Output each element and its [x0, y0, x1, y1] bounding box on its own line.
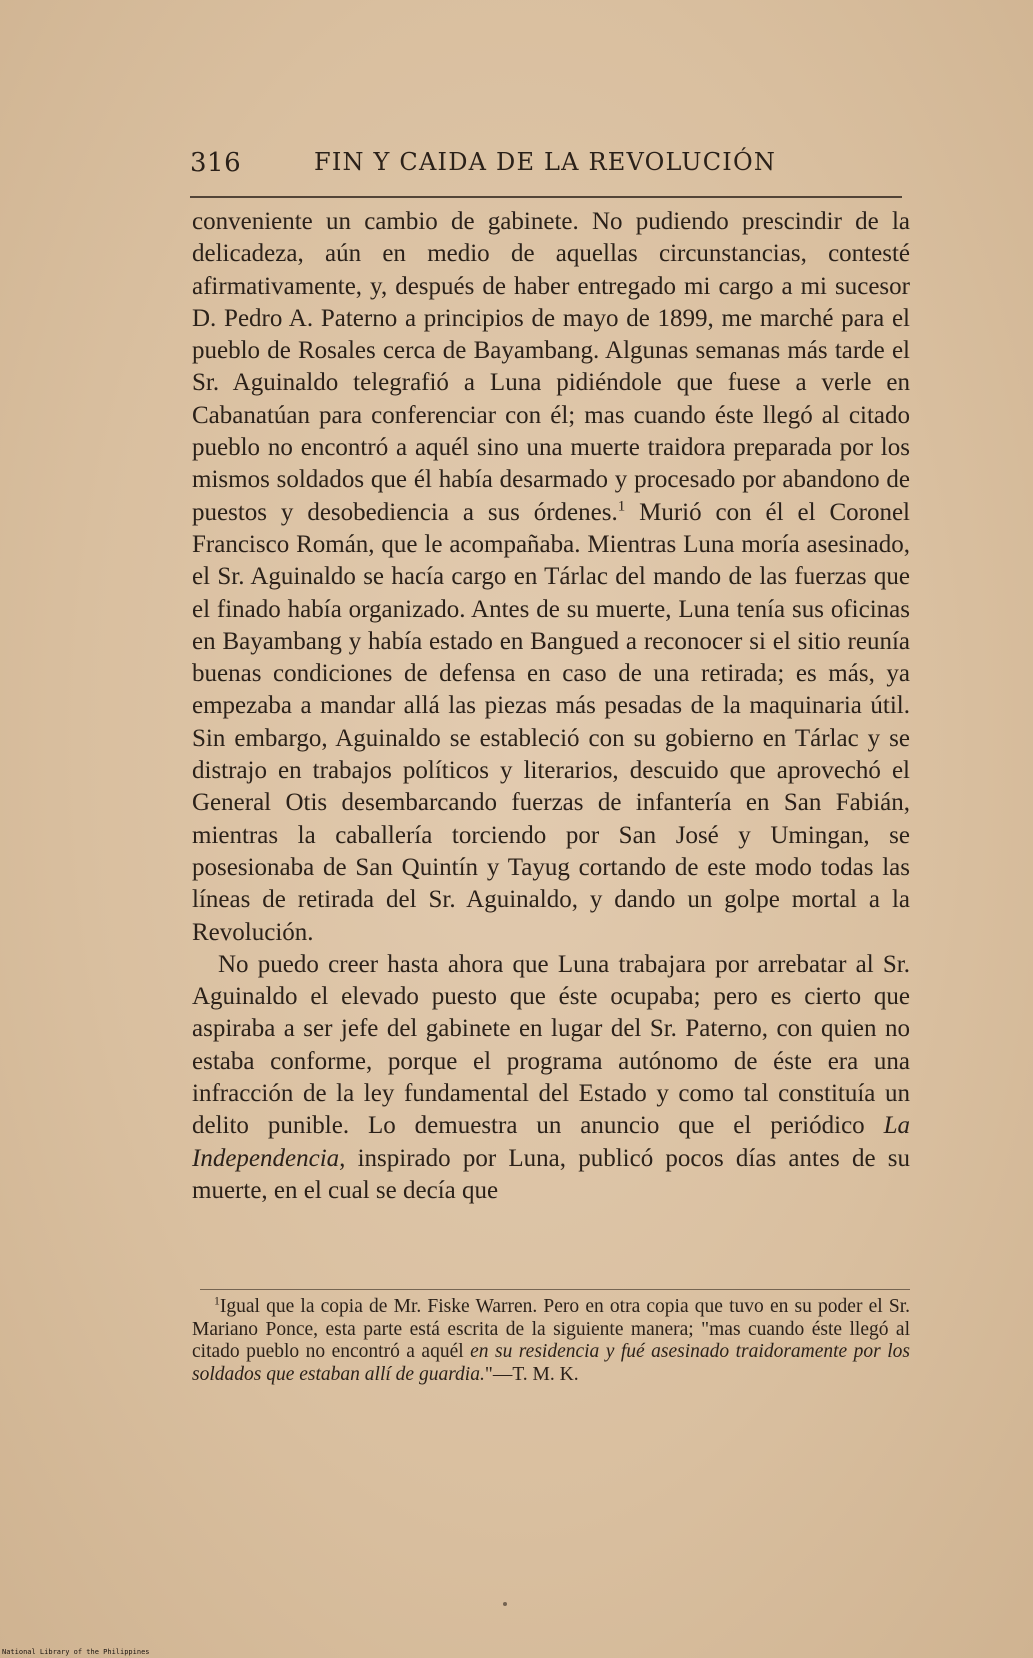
paragraph-1-text-b: Murió con él el Coronel Francisco Román, que le acompañaba. Mientras Luna moría asesinado, el Sr. Aguinaldo se hacía cargo en Tárlac del mando de las fuerzas que el finado había organizado. Antes de su muerte, Luna tenía sus oficinas en Bayambang y había estado en Bangued a reconocer si el sitio reunía buenas condiciones de defensa en caso de una retirada; es más, ya empezaba a mandar allá las piezas más pesadas de la maquinaria útil. Sin embargo, Aguinaldo se estableció con su gobierno en Tárlac y se distrajo en trabajos políticos y literarios, descuido que aprovechó el General Otis desembarcando fuerzas de infantería en San Fabián, mientras la caballería torciendo por San José y Umingan, se posesionaba de San Quintín y Tayug cortando de este modo todas las líneas de retirada del Sr. Aguinaldo, y dando un golpe mortal a la Revolución. [192, 498, 910, 946]
paragraph-2 [192, 949, 910, 1207]
footnote-marker: 1 [214, 1294, 220, 1308]
paragraph-1-text-a: conveniente un cambio de gabinete. No pudiendo prescindir de la delicadeza, aún en medio de aquellas circunstancias, contesté afirmativamente, y, después de haber entregado mi cargo a mi sucesor D. Pedro A. Paterno a principios de mayo de 1899, me marché para el pueblo de Rosales cerca de Bayambang. Algunas semanas más tarde el Sr. Aguinaldo telegrafió a Luna pidiéndole que fuese a verle en Cabanatúan para conferenciar con él; mas cuando éste llegó al citado pueblo no encontró a aquél sino una muerte traidora preparada por los mismos soldados que él había desarmado y procesado por abandono de puestos y desobediencia a sus órdenes. [192, 208, 910, 526]
paragraph-2-text-a: No puedo creer hasta ahora que Luna trabajara por arrebatar al Sr. Aguinaldo el elevado puesto que éste ocupaba; pero es cierto que aspiraba a ser jefe del gabinete en lugar del Sr. Paterno, con quien no estaba conforme, porque el programa autónomo de éste era una infracción de la ley fundamental del Estado y como tal constituía un delito punible. Lo demuestra un anuncio que el periódico [192, 950, 910, 1140]
newspaper-title: La Independencia, [192, 1112, 910, 1172]
header-rule [190, 196, 902, 198]
footnote-reference: 1 [617, 498, 626, 515]
footnote [192, 1296, 910, 1386]
paper-speck [503, 1602, 507, 1606]
library-credit: National Library of the Philippines [2, 1648, 150, 1656]
footnote-text-b: "—T. M. K. [484, 1363, 579, 1385]
running-title: FIN Y CAIDA DE LA REVOLUCIÓN [314, 148, 777, 176]
paragraph-2-text-b: inspirado por Luna, publicó pocos días antes de su muerte, en el cual se decía que [192, 1144, 910, 1204]
footnote-rule [200, 1289, 910, 1290]
page-number: 316 [190, 148, 242, 178]
page-header [190, 148, 910, 188]
footnote-text-a: Igual que la copia de Mr. Fiske Warren. Pero en otra copia que tuvo en su poder el Sr. Mariano Ponce, esta parte está escrita de la siguiente manera; "mas cuando éste llegó al citado pueblo no encontró a aquél [192, 1296, 910, 1362]
footnote-italic-text: en su residencia y fué asesinado traidoramente por los soldados que estaban allí de guardia. [192, 1341, 910, 1385]
main-text [192, 206, 910, 1207]
paragraph-1 [192, 206, 910, 949]
